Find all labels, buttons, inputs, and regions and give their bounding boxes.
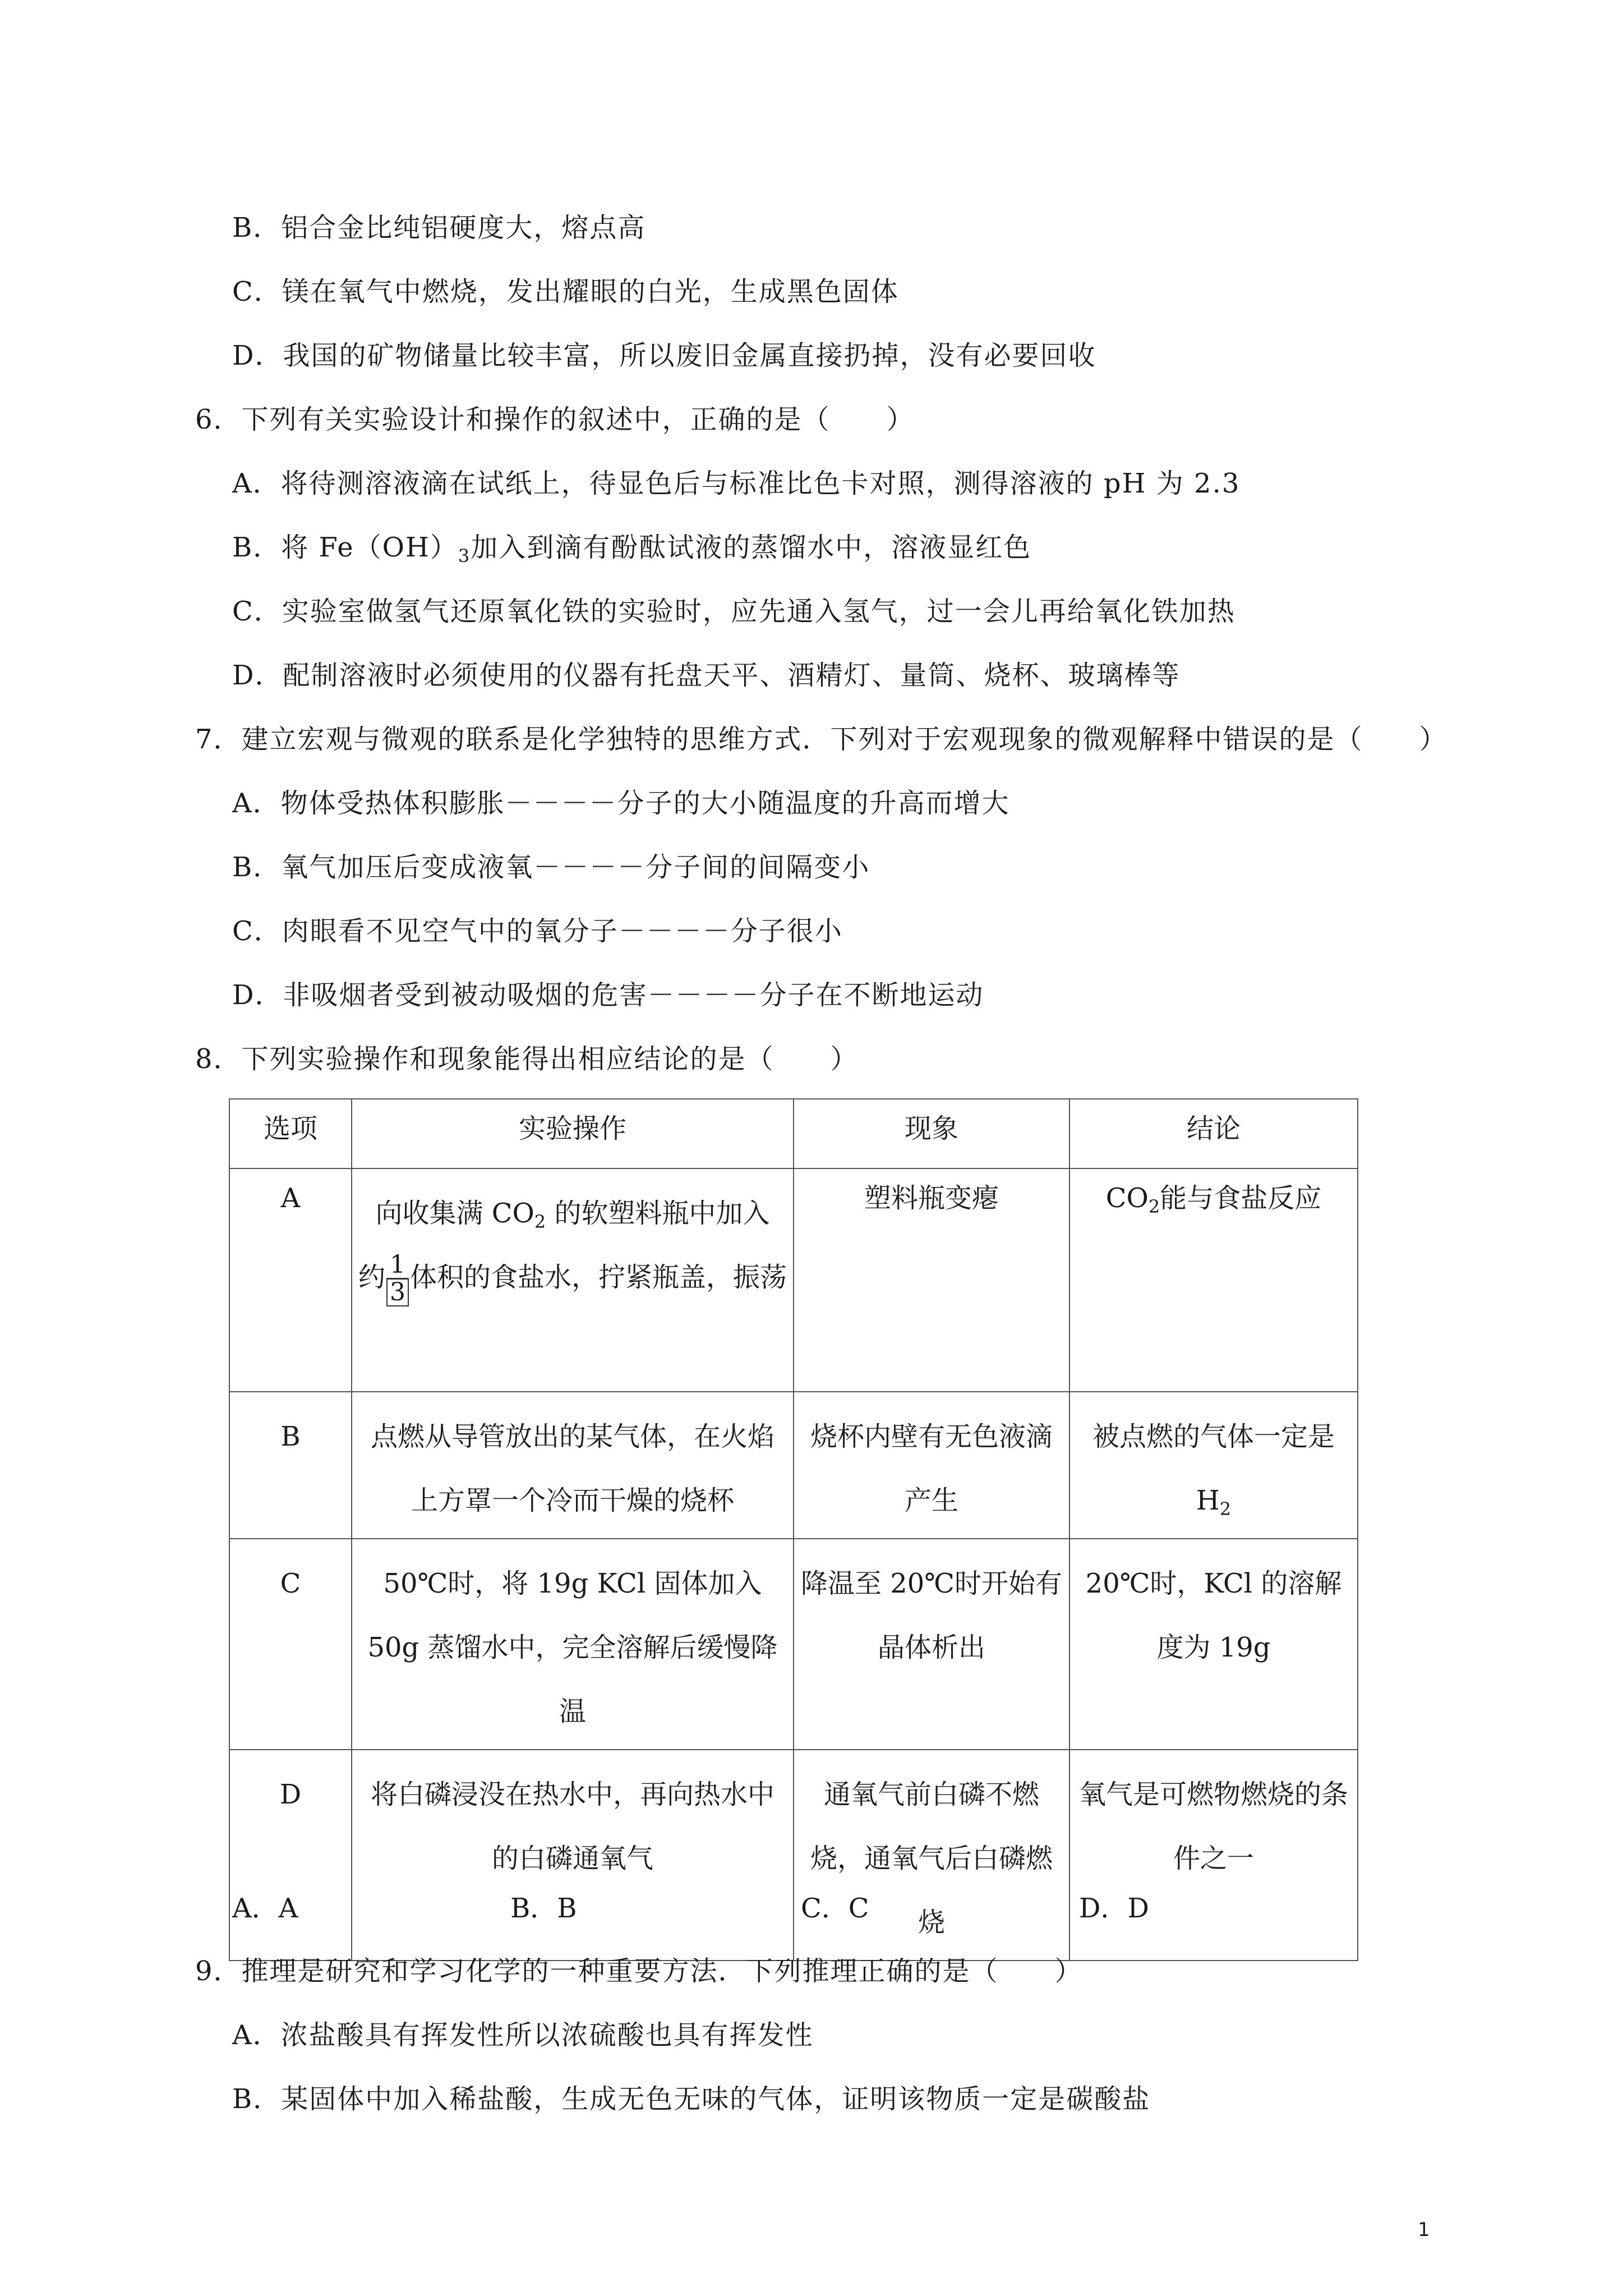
header-option: 选项 (229, 1099, 352, 1168)
q9-option-a: A．浓盐酸具有挥发性所以浓硫酸也具有挥发性 (232, 2019, 814, 2051)
row-a-phenomenon: 塑料瓶变瘪 (794, 1168, 1069, 1392)
question-6: 6．下列有关实验设计和操作的叙述中，正确的是（ ） (195, 404, 915, 435)
q7-option-c: C．肉眼看不见空气中的氧分子－－－－分子很小 (232, 915, 843, 947)
table-row (229, 1539, 1358, 1750)
q7-option-b: B．氧气加压后变成液氧－－－－分子间的间隔变小 (232, 852, 870, 883)
q8-answer-c: C．C (801, 1893, 869, 1924)
row-c-operation: 50℃时，将 19g KCl 固体加入 50g 蒸馏水中，完全溶解后缓慢降温 (352, 1539, 794, 1750)
question-7: 7．建立宏观与微观的联系是化学独特的思维方式．下列对于宏观现象的微观解释中错误的是（ ） (195, 724, 1447, 755)
row-c-phenomenon: 降温至 20℃时开始有晶体析出 (794, 1539, 1069, 1750)
header-operation: 实验操作 (352, 1099, 794, 1168)
q6-option-a: A．将待测溶液滴在试纸上，待显色后与标准比色卡对照，测得溶液的 pH 为 2.3 (232, 468, 1241, 499)
q6-option-d: D．配制溶液时必须使用的仪器有托盘天平、酒精灯、量筒、烧杯、玻璃棒等 (232, 660, 1181, 691)
row-d-option: D (229, 1750, 352, 1961)
q7-option-a: A．物体受热体积膨胀－－－－分子的大小随温度的升高而增大 (232, 788, 1010, 819)
question-8: 8．下列实验操作和现象能得出相应结论的是（ ） (195, 1043, 859, 1075)
page-number: 1 (1418, 2219, 1430, 2241)
row-d-operation: 将白磷浸没在热水中，再向热水中的白磷通氧气 (352, 1750, 794, 1961)
header-phenomenon: 现象 (794, 1099, 1069, 1168)
row-a-conclusion: $CO_2$能与食盐反应 (1069, 1168, 1358, 1392)
q5-option-b: B．铝合金比纯铝硬度大，熔点高 (232, 212, 646, 243)
row-b-option: B (229, 1392, 352, 1539)
fraction-one-third: $\frac{1}{3}$ (386, 1252, 409, 1306)
q9-option-b: B．某固体中加入稀盐酸，生成无色无味的气体，证明该物质一定是碳酸盐 (232, 2083, 1151, 2115)
row-b-operation: 点燃从导管放出的某气体，在火焰上方罩一个冷而干燥的烧杯 (352, 1392, 794, 1539)
row-a-operation: 向收集满 $CO_2$ 的软塑料瓶中加入 约 $\frac{1}{3}$ 体积的食盐水，拧紧瓶盖，振荡 (352, 1168, 794, 1392)
table-row (229, 1168, 1358, 1392)
experiment-table (229, 1098, 1358, 1961)
table-row (229, 1750, 1358, 1961)
row-c-option: C (229, 1539, 352, 1750)
q7-option-d: D．非吸烟者受到被动吸烟的危害－－－－分子在不断地运动 (232, 979, 984, 1011)
row-d-phenomenon: 通氧气前白磷不燃烧，通氧气后白磷燃烧 (794, 1750, 1069, 1961)
table-row (229, 1392, 1358, 1539)
row-d-conclusion: 氧气是可燃物燃烧的条件之一 (1069, 1750, 1358, 1961)
table-header-row (229, 1099, 1358, 1168)
q8-answer-b: B．B (510, 1893, 577, 1924)
q5-option-c: C．镁在氧气中燃烧，发出耀眼的白光，生成黑色固体 (232, 276, 899, 307)
q5-option-d: D．我国的矿物储量比较丰富，所以废旧金属直接扔掉，没有必要回收 (232, 340, 1096, 371)
q6-option-c: C．实验室做氢气还原氧化铁的实验时，应先通入氢气，过一会儿再给氧化铁加热 (232, 596, 1235, 627)
row-c-conclusion: 20℃时，KCl 的溶解度为 19g (1069, 1539, 1358, 1750)
question-9: 9．推理是研究和学习化学的一种重要方法．下列推理正确的是（ ） (195, 1955, 1083, 1987)
q6-option-b: B．将 $Fe(OH)_3$加入到滴有酚酞试液的蒸馏水中，溶液显红色 (232, 532, 1032, 567)
header-conclusion: 结论 (1069, 1099, 1358, 1168)
row-b-phenomenon: 烧杯内壁有无色液滴产生 (794, 1392, 1069, 1539)
row-b-conclusion: 被点燃的气体一定是$H_2$ (1069, 1392, 1358, 1539)
q8-answer-d: D．D (1079, 1893, 1149, 1924)
q8-answer-a: A．A (232, 1893, 298, 1924)
row-a-option: A (229, 1168, 352, 1392)
